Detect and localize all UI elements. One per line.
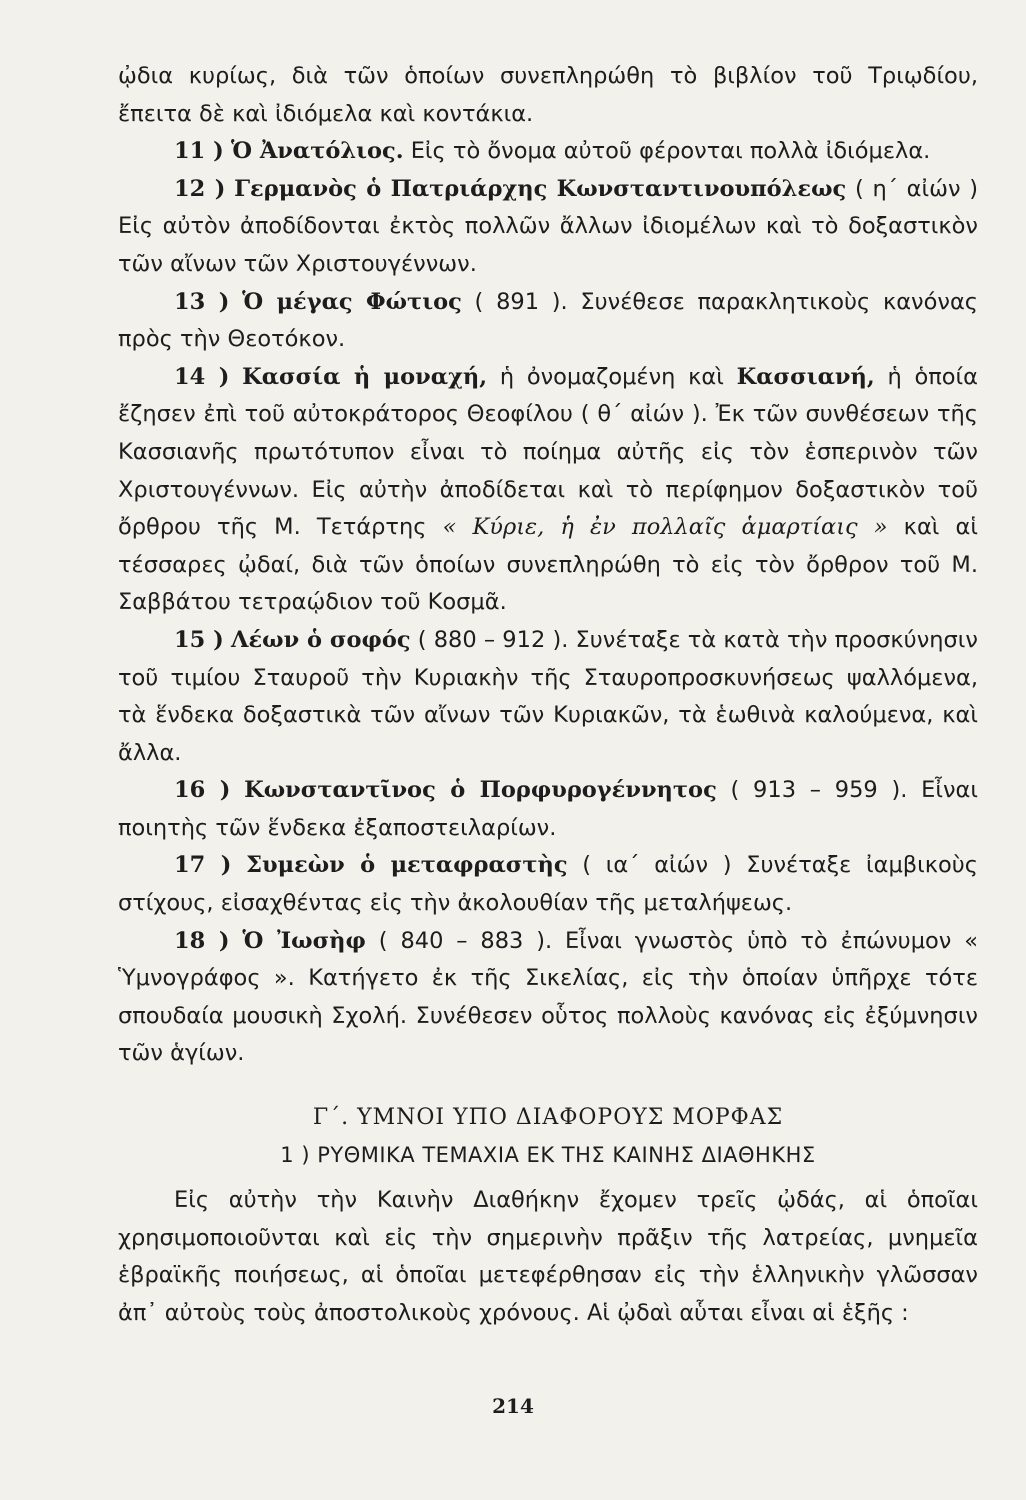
entry-11	[118, 133, 978, 171]
entry-number: 14 )	[174, 363, 230, 390]
entry-17	[118, 847, 978, 922]
page-body	[118, 58, 978, 1333]
entry-author-alt: Κασσιανή,	[736, 363, 875, 390]
entry-number: 13 )	[174, 288, 230, 315]
entry-number: 11 )	[174, 138, 224, 165]
entry-author: Ὁ μέγας Φώτιος	[242, 288, 462, 315]
entry-text: ἡ ὀνομαζομένη καὶ	[487, 363, 737, 390]
entry-author: Λέων ὁ σοφός	[231, 626, 411, 653]
entry-text: ( 913 – 959 ). Εἶναι ποιητὴς τῶν ἕνδεκα ἐξαποστειλαρίων.	[118, 777, 978, 841]
page-number: 214	[492, 1394, 534, 1418]
entry-number: 12 )	[174, 175, 226, 202]
entry-14	[118, 359, 978, 622]
entry-number: 18 )	[174, 927, 230, 954]
entry-16	[118, 772, 978, 847]
entry-number: 16 )	[174, 777, 231, 804]
entry-text: Εἰς τὸ ὄνομα αὐτοῦ φέρονται πολλὰ ἰδιόμελα.	[403, 138, 931, 165]
entry-text: ( 840 – 883 ). Εἶναι γνωστὸς ὑπὸ τὸ ἐπώνυμον « Ὑμνογράφος ». Κατήγετο ἐκ τῆς Σικελίας, εἰς τὴν ὁποίαν ὑπῆρχε τότε σπουδαία μουσικὴ Σχολή. Συνέθεσεν οὗτος πολλοὺς κανόνας εἰς ἐξύμνησιν τῶν ἁγίων.	[118, 927, 978, 1067]
section-subheading: 1 ) ΡΥΘΜΙΚΑ ΤΕΜΑΧΙΑ ΕΚ ΤΗΣ ΚΑΙΝΗΣ ΔΙΑΘΗΚΗΣ	[280, 1142, 816, 1167]
entry-number: 17 )	[174, 852, 232, 879]
entry-author: Ὁ Ἀνατόλιος.	[230, 138, 404, 165]
entry-text: ( 880 – 912 ). Συνέταξε τὰ κατὰ τὴν προσκύνησιν τοῦ τιμίου Σταυροῦ τὴν Κυριακὴν τῆς Σταυροπροσκυνήσεως ψαλλόμενα, τὰ ἕνδεκα δοξαστικὰ τῶν αἴνων τῶν Κυριακῶν, τὰ ἑωθινὰ καλούμενα, καὶ ἄλλα.	[118, 626, 978, 766]
entry-author: Συμεὼν ὁ μεταφραστὴς	[246, 852, 568, 879]
entry-author: Γερμανὸς ὁ Πατριάρχης Κωνσταντινουπόλεως	[234, 175, 847, 202]
entry-text: ( ια΄ αἰών ) Συνέταξε ἰαμβικοὺς στίχους, εἰσαχθέντας εἰς τὴν ἀκολουθίαν τῆς μεταλήψεως.	[118, 852, 978, 917]
entry-18	[118, 923, 978, 1073]
entry-author: Κασσία ἡ μοναχή,	[242, 363, 488, 390]
final-paragraph: Εἰς αὐτὴν τὴν Καινὴν Διαθήκην ἔχομεν τρεῖς ᾠδάς, αἱ ὁποῖαι χρησιμοποιοῦνται καὶ εἰς τὴν σημερινὴν πρᾶξιν τῆς λατρείας, μνημεῖα ἑβραϊκῆς ποιήσεως, αἱ ὁποῖαι μετεφέρθησαν εἰς τὴν ἑλληνικὴν γλῶσσαν ἀπ᾽ αὐτοὺς τοὺς ἀποστολικοὺς χρόνους. Αἱ ᾠδαὶ αὗται εἶναι αἱ ἑξῆς :	[118, 1187, 978, 1326]
entry-text: ( 891 ). Συνέθεσε παρακλητικοὺς κανόνας πρὸς τὴν Θεοτόκον.	[118, 288, 979, 353]
spacer	[118, 1174, 978, 1182]
entry-12	[118, 171, 978, 284]
entry-15	[118, 622, 978, 772]
paragraph-continuation: ᾠδια κυρίως, διὰ τῶν ὁποίων συνεπληρώθη τὸ βιβλίον τοῦ Τριῳδίου, ἔπειτα δὲ καὶ ἰδιόμελα καὶ κοντάκια.	[118, 63, 978, 127]
entry-quote: « Κύριε, ἡ ἐν πολλαῖς ἁμαρτίαις »	[442, 514, 888, 541]
section-heading: Γ΄. ΥΜΝΟΙ ΥΠΟ ΔΙΑΦΟΡΟΥΣ ΜΟΡΦΑΣ	[312, 1105, 784, 1131]
entry-author: Ὁ Ἰωσὴφ	[242, 927, 366, 954]
entry-author: Κωνσταντῖνος ὁ Πορφυρογέννητος	[244, 777, 717, 804]
entry-text: καὶ αἱ τέσσαρες ᾠδαί, διὰ τῶν ὁποίων συνεπληρώθη τὸ εἰς τὸν ὄρθρον τοῦ Μ. Σαββάτου τετραῴδιον τοῦ Κοσμᾶ.	[118, 514, 978, 616]
entry-text: ἡ ὁποία ἔζησεν ἐπὶ τοῦ αὐτοκράτορος Θεοφίλου ( θ΄ αἰών ). Ἐκ τῶν συνθέσεων τῆς Κασσιανῆς πρωτότυπον εἶναι τὸ ποίημα αὐτῆς εἰς τὸν ἑσπερινὸν τῶν Χριστουγέννων. Εἰς αὐτὴν ἀποδίδεται καὶ τὸ περίφημον δοξαστικὸν τοῦ ὄρθρου τῆς Μ. Τετάρτης	[118, 363, 979, 541]
entry-13	[118, 284, 978, 359]
entry-text: ( η΄ αἰών ) Εἰς αὐτὸν ἀποδίδονται ἐκτὸς πολλῶν ἄλλων ἰδιομέλων καὶ τὸ δοξαστικὸν τῶν αἴνων τῶν Χριστουγέννων.	[118, 175, 979, 277]
entry-number: 15 )	[174, 626, 224, 653]
